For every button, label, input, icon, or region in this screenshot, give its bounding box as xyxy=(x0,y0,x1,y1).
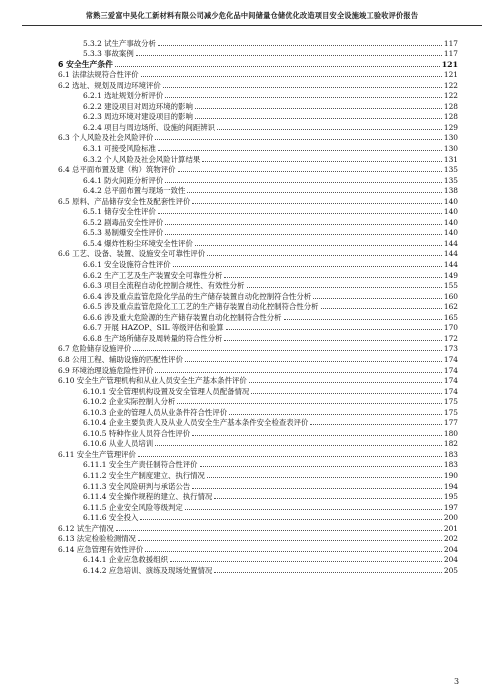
toc-entry[interactable] xyxy=(58,290,458,301)
toc-leader-dots xyxy=(284,318,442,320)
toc-leader-dots xyxy=(207,476,442,478)
toc-entry-title: 6.10 安全生产管理机构和从业人员安全生产基本条件评价 xyxy=(58,376,247,386)
toc-entry-page: 190 xyxy=(443,470,458,480)
toc-entry[interactable] xyxy=(58,501,458,512)
toc-entry-title: 6.10.4 企业主要负责人及从业人员安全生产基本条件安全检查表评价 xyxy=(83,418,309,428)
toc-entry-page: 122 xyxy=(443,80,458,90)
toc-leader-dots xyxy=(192,434,442,436)
toc-entry-page: 140 xyxy=(443,207,458,217)
toc-entry-title: 6.11.4 安全操作规程的建立、执行情况 xyxy=(83,492,213,502)
toc-entry-title: 6.6.3 项目全流程自动化控制合规性、有效性分析 xyxy=(83,281,245,291)
toc-entry[interactable] xyxy=(58,396,458,407)
toc-entry[interactable] xyxy=(58,353,458,364)
toc-entry-page: 149 xyxy=(443,270,458,280)
toc-entry[interactable] xyxy=(58,491,458,502)
toc-entry-page: 175 xyxy=(443,407,458,417)
toc-entry-title: 6.11.6 安全投入 xyxy=(83,513,139,523)
toc-entry[interactable] xyxy=(58,375,458,386)
toc-entry[interactable] xyxy=(58,543,458,554)
toc-entry-page: 174 xyxy=(443,386,458,396)
toc-leader-dots xyxy=(165,181,442,183)
toc-leader-dots xyxy=(155,444,442,446)
toc-entry-title: 6.4 总平面布置及建（构）筑物评价 xyxy=(58,165,176,175)
toc-leader-dots xyxy=(140,518,441,520)
toc-leader-dots xyxy=(178,170,442,172)
toc-entry[interactable] xyxy=(58,301,458,312)
toc-leader-dots xyxy=(145,550,442,552)
toc-leader-dots xyxy=(313,297,442,299)
toc-entry-title: 6.2.3 周边环境对建设项目的影响 xyxy=(83,112,193,122)
toc-entry[interactable] xyxy=(58,174,458,185)
toc-entry-page: 160 xyxy=(443,291,458,301)
toc-leader-dots xyxy=(224,339,441,341)
toc-entry-title: 6.3 个人风险及社会风险评价 xyxy=(58,133,154,143)
toc-leader-dots xyxy=(200,465,442,467)
toc-leader-dots xyxy=(195,244,442,246)
toc-entry-title: 6.10.2 企业实际控制人分析 xyxy=(83,397,176,407)
toc-entry-title: 6.11.5 企业安全风险等级判定 xyxy=(83,502,183,512)
toc-entry[interactable] xyxy=(58,554,458,565)
table-of-contents xyxy=(58,37,458,575)
toc-entry[interactable] xyxy=(58,459,458,470)
toc-entry-page: 174 xyxy=(443,376,458,386)
toc-entry-page: 135 xyxy=(443,175,458,185)
toc-entry-title: 6.3.1 可接受风险标准 xyxy=(83,144,156,154)
toc-leader-dots xyxy=(247,286,442,288)
toc-entry-page: 129 xyxy=(443,122,458,132)
toc-entry[interactable] xyxy=(58,343,458,354)
toc-leader-dots xyxy=(226,328,442,330)
toc-entry-title: 5.3.2 试生产事故分析 xyxy=(83,38,156,48)
toc-leader-dots xyxy=(155,138,441,140)
toc-entry-title: 6.5.3 易制爆安全性评价 xyxy=(83,228,164,238)
toc-entry-title: 6.13 法定检验检测情况 xyxy=(58,534,136,544)
toc-entry[interactable] xyxy=(58,364,458,375)
toc-entry-page: 117 xyxy=(443,38,458,48)
toc-entry-page: 144 xyxy=(443,249,458,259)
toc-leader-dots xyxy=(170,560,442,562)
toc-entry[interactable] xyxy=(58,248,458,259)
toc-entry[interactable] xyxy=(58,206,458,217)
toc-entry[interactable] xyxy=(58,448,458,459)
toc-leader-dots xyxy=(251,392,442,394)
toc-leader-dots xyxy=(217,128,442,130)
toc-entry-title: 6.2.1 选址规划分析评价 xyxy=(83,91,164,101)
toc-leader-dots xyxy=(249,381,442,383)
toc-entry-title: 6.11.3 安全风险研判与承诺公告 xyxy=(83,481,191,491)
toc-leader-dots xyxy=(187,191,441,193)
report-header: 常熟三爱富中昊化工新材料有限公司减少危化品中间储量仓储优化改造项目安全设施竣工验收评价报告 xyxy=(85,11,419,20)
toc-entry-page: 183 xyxy=(443,449,458,459)
toc-leader-dots xyxy=(192,487,442,489)
toc-entry-page: 183 xyxy=(443,460,458,470)
toc-entry[interactable] xyxy=(58,195,458,206)
toc-entry-title: 6.11 安全生产管理评价 xyxy=(58,449,136,459)
toc-entry-page: 174 xyxy=(443,354,458,364)
toc-entry-title: 6.14.2 应急培训、演练及现场处置情况 xyxy=(83,565,213,575)
toc-entry-title: 6.6.5 涉及重点监管危险化工工艺的生产储存装置自动化控制符合性分析 xyxy=(83,302,319,312)
toc-entry-page: 204 xyxy=(443,555,458,565)
toc-leader-dots xyxy=(138,539,442,541)
toc-entry[interactable] xyxy=(58,417,458,428)
toc-leader-dots xyxy=(207,254,442,256)
toc-entry-title: 6.5.4 爆炸性粉尘环境安全性评价 xyxy=(83,238,193,248)
toc-entry-page: 140 xyxy=(443,196,458,206)
toc-entry-page: 177 xyxy=(443,418,458,428)
toc-leader-dots xyxy=(195,107,442,109)
toc-entry-title: 6.9 环境治理设施危险性评价 xyxy=(58,365,154,375)
toc-entry[interactable] xyxy=(58,153,458,164)
toc-entry[interactable] xyxy=(58,121,458,132)
toc-entry-title: 6.4.2 总平面布置与现场一致性 xyxy=(83,186,186,196)
toc-entry-page: 138 xyxy=(443,186,458,196)
toc-entry[interactable] xyxy=(58,185,458,196)
toc-leader-dots xyxy=(165,233,442,235)
toc-entry[interactable] xyxy=(58,522,458,533)
header-rule xyxy=(22,25,482,26)
toc-entry-title: 6.10.5 特种作业人员符合性评价 xyxy=(83,428,191,438)
toc-entry-page: 140 xyxy=(443,217,458,227)
toc-entry[interactable] xyxy=(58,322,458,333)
toc-entry-title: 6.4.1 防火间距分析评价 xyxy=(83,175,164,185)
toc-entry-page: 197 xyxy=(443,502,458,512)
toc-entry-page: 204 xyxy=(443,544,458,554)
toc-leader-dots xyxy=(165,96,442,98)
toc-entry[interactable] xyxy=(58,311,458,322)
toc-entry[interactable] xyxy=(58,469,458,480)
toc-leader-dots xyxy=(214,497,442,499)
toc-entry[interactable] xyxy=(58,142,458,153)
toc-entry[interactable] xyxy=(58,111,458,122)
toc-entry-page: 174 xyxy=(443,365,458,375)
toc-entry-title: 6.6.4 涉及重点监管危险化学品的生产储存装置自动化控制符合性分析 xyxy=(83,291,312,301)
toc-entry-title: 6 安全生产条件 xyxy=(58,59,113,69)
toc-leader-dots xyxy=(136,54,442,56)
toc-entry[interactable] xyxy=(58,480,458,491)
toc-entry-page: 180 xyxy=(443,428,458,438)
toc-leader-dots xyxy=(133,349,442,351)
toc-entry[interactable] xyxy=(58,533,458,544)
toc-entry-page: 200 xyxy=(443,513,458,523)
toc-entry-title: 6.11.2 安全生产制度建立、执行情况 xyxy=(83,470,205,480)
toc-leader-dots xyxy=(158,44,442,46)
toc-entry-title: 6.3.2 个人风险及社会风险计算结果 xyxy=(83,154,201,164)
toc-entry-page: 194 xyxy=(443,481,458,491)
toc-entry-page: 135 xyxy=(443,165,458,175)
toc-leader-dots xyxy=(141,75,442,77)
toc-entry-page: 162 xyxy=(443,302,458,312)
toc-entry-page: 144 xyxy=(443,238,458,248)
toc-entry[interactable] xyxy=(58,564,458,575)
toc-entry[interactable] xyxy=(58,332,458,343)
toc-entry-title: 6.11.1 安全生产责任制符合性评价 xyxy=(83,460,198,470)
toc-entry-title: 6.2.4 项目与周边场所、设施的间距辨识 xyxy=(83,122,216,132)
toc-entry-page: 170 xyxy=(443,323,458,333)
toc-entry-title: 6.12 试生产情况 xyxy=(58,523,114,533)
toc-entry[interactable] xyxy=(58,48,458,59)
toc-entry[interactable] xyxy=(58,79,458,90)
toc-entry-title: 6.6.1 安全设施符合性评价 xyxy=(83,260,171,270)
toc-entry-page: 202 xyxy=(443,534,458,544)
toc-entry-page: 121 xyxy=(441,59,458,69)
toc-entry[interactable] xyxy=(58,237,458,248)
toc-entry-page: 130 xyxy=(443,133,458,143)
toc-leader-dots xyxy=(185,360,442,362)
toc-entry-title: 6.10.1 安全管理机构设置及安全管理人员配备情况 xyxy=(83,386,250,396)
toc-entry[interactable] xyxy=(58,58,458,69)
toc-leader-dots xyxy=(177,402,442,404)
toc-entry[interactable] xyxy=(58,385,458,396)
toc-entry[interactable] xyxy=(58,280,458,291)
toc-entry-page: 205 xyxy=(443,565,458,575)
toc-leader-dots xyxy=(185,508,442,510)
toc-leader-dots xyxy=(165,223,442,225)
toc-entry-page: 155 xyxy=(443,281,458,291)
toc-entry[interactable] xyxy=(58,438,458,449)
toc-entry-page: 130 xyxy=(443,144,458,154)
toc-entry-page: 144 xyxy=(443,260,458,270)
toc-entry[interactable] xyxy=(58,132,458,143)
toc-leader-dots xyxy=(214,571,442,573)
toc-leader-dots xyxy=(158,149,442,151)
toc-leader-dots xyxy=(173,265,442,267)
toc-entry[interactable] xyxy=(58,227,458,238)
toc-leader-dots xyxy=(224,276,441,278)
toc-entry-title: 6.5.1 储存安全性评价 xyxy=(83,207,156,217)
toc-leader-dots xyxy=(155,371,441,373)
toc-entry-page: 165 xyxy=(443,312,458,322)
toc-entry-page: 182 xyxy=(443,439,458,449)
toc-entry-title: 6.1 法律法规符合性评价 xyxy=(58,70,139,80)
toc-entry-title: 6.2.2 建设项目对周边环境的影响 xyxy=(83,101,193,111)
toc-entry[interactable] xyxy=(58,216,458,227)
toc-leader-dots xyxy=(202,160,442,162)
toc-leader-dots xyxy=(195,117,442,119)
toc-leader-dots xyxy=(321,307,442,309)
toc-entry-title: 6.7 危险储存设施评价 xyxy=(58,344,132,354)
toc-leader-dots xyxy=(115,65,440,67)
toc-entry-page: 128 xyxy=(443,101,458,111)
toc-entry-page: 172 xyxy=(443,333,458,343)
toc-entry-title: 6.5.2 剧毒品安全性评价 xyxy=(83,217,164,227)
toc-leader-dots xyxy=(163,86,442,88)
toc-entry-title: 6.6.7 开展 HAZOP、SIL 等级评估和验算 xyxy=(83,323,224,333)
toc-entry-page: 128 xyxy=(443,112,458,122)
toc-entry-page: 201 xyxy=(443,523,458,533)
toc-entry-title: 6.10.3 企业的管理人员从业条件符合性评价 xyxy=(83,407,228,417)
toc-entry[interactable] xyxy=(58,90,458,101)
toc-entry[interactable] xyxy=(58,258,458,269)
toc-entry-page: 131 xyxy=(443,154,458,164)
toc-entry-page: 175 xyxy=(443,397,458,407)
toc-entry-title: 6.2 选址、规划及周边环境评价 xyxy=(58,80,161,90)
toc-entry[interactable] xyxy=(58,427,458,438)
toc-leader-dots xyxy=(310,423,441,425)
toc-entry-page: 117 xyxy=(443,49,458,59)
toc-entry[interactable] xyxy=(58,100,458,111)
toc-entry[interactable] xyxy=(58,164,458,175)
toc-entry-page: 195 xyxy=(443,492,458,502)
toc-entry[interactable] xyxy=(58,512,458,523)
toc-entry-page: 173 xyxy=(443,344,458,354)
page-number: 3 xyxy=(454,677,460,686)
toc-entry-page: 121 xyxy=(443,70,458,80)
toc-entry-page: 140 xyxy=(443,228,458,238)
toc-entry-title: 6.10.6 从业人员培训 xyxy=(83,439,154,449)
toc-entry[interactable] xyxy=(58,269,458,280)
toc-entry[interactable] xyxy=(58,37,458,48)
toc-leader-dots xyxy=(158,212,442,214)
toc-entry-title: 6.14.1 企业应急救援组织 xyxy=(83,555,168,565)
toc-entry-title: 6.6.2 生产工艺及生产装置安全可靠性分析 xyxy=(83,270,223,280)
toc-entry[interactable] xyxy=(58,406,458,417)
toc-entry-title: 6.6 工艺、设备、装置、设施安全可靠性评价 xyxy=(58,249,206,259)
toc-entry-title: 6.6.8 生产场所储存及周转量的符合性分析 xyxy=(83,333,223,343)
toc-entry-title: 6.8 公用工程、辅助设施的匹配性评价 xyxy=(58,354,183,364)
toc-entry[interactable] xyxy=(58,69,458,80)
toc-entry-title: 6.14 应急管理有效性评价 xyxy=(58,544,144,554)
toc-entry-title: 6.6.6 涉及重大危险源的生产储存装置自动化控制符合性分析 xyxy=(83,312,282,322)
toc-leader-dots xyxy=(229,413,442,415)
toc-leader-dots xyxy=(116,529,442,531)
toc-leader-dots xyxy=(138,455,442,457)
toc-entry-title: 6.5 原料、产品储存安全性及配套性评价 xyxy=(58,196,191,206)
toc-entry-page: 122 xyxy=(443,91,458,101)
toc-entry-title: 5.3.3 事故案例 xyxy=(83,49,134,59)
toc-leader-dots xyxy=(192,202,442,204)
